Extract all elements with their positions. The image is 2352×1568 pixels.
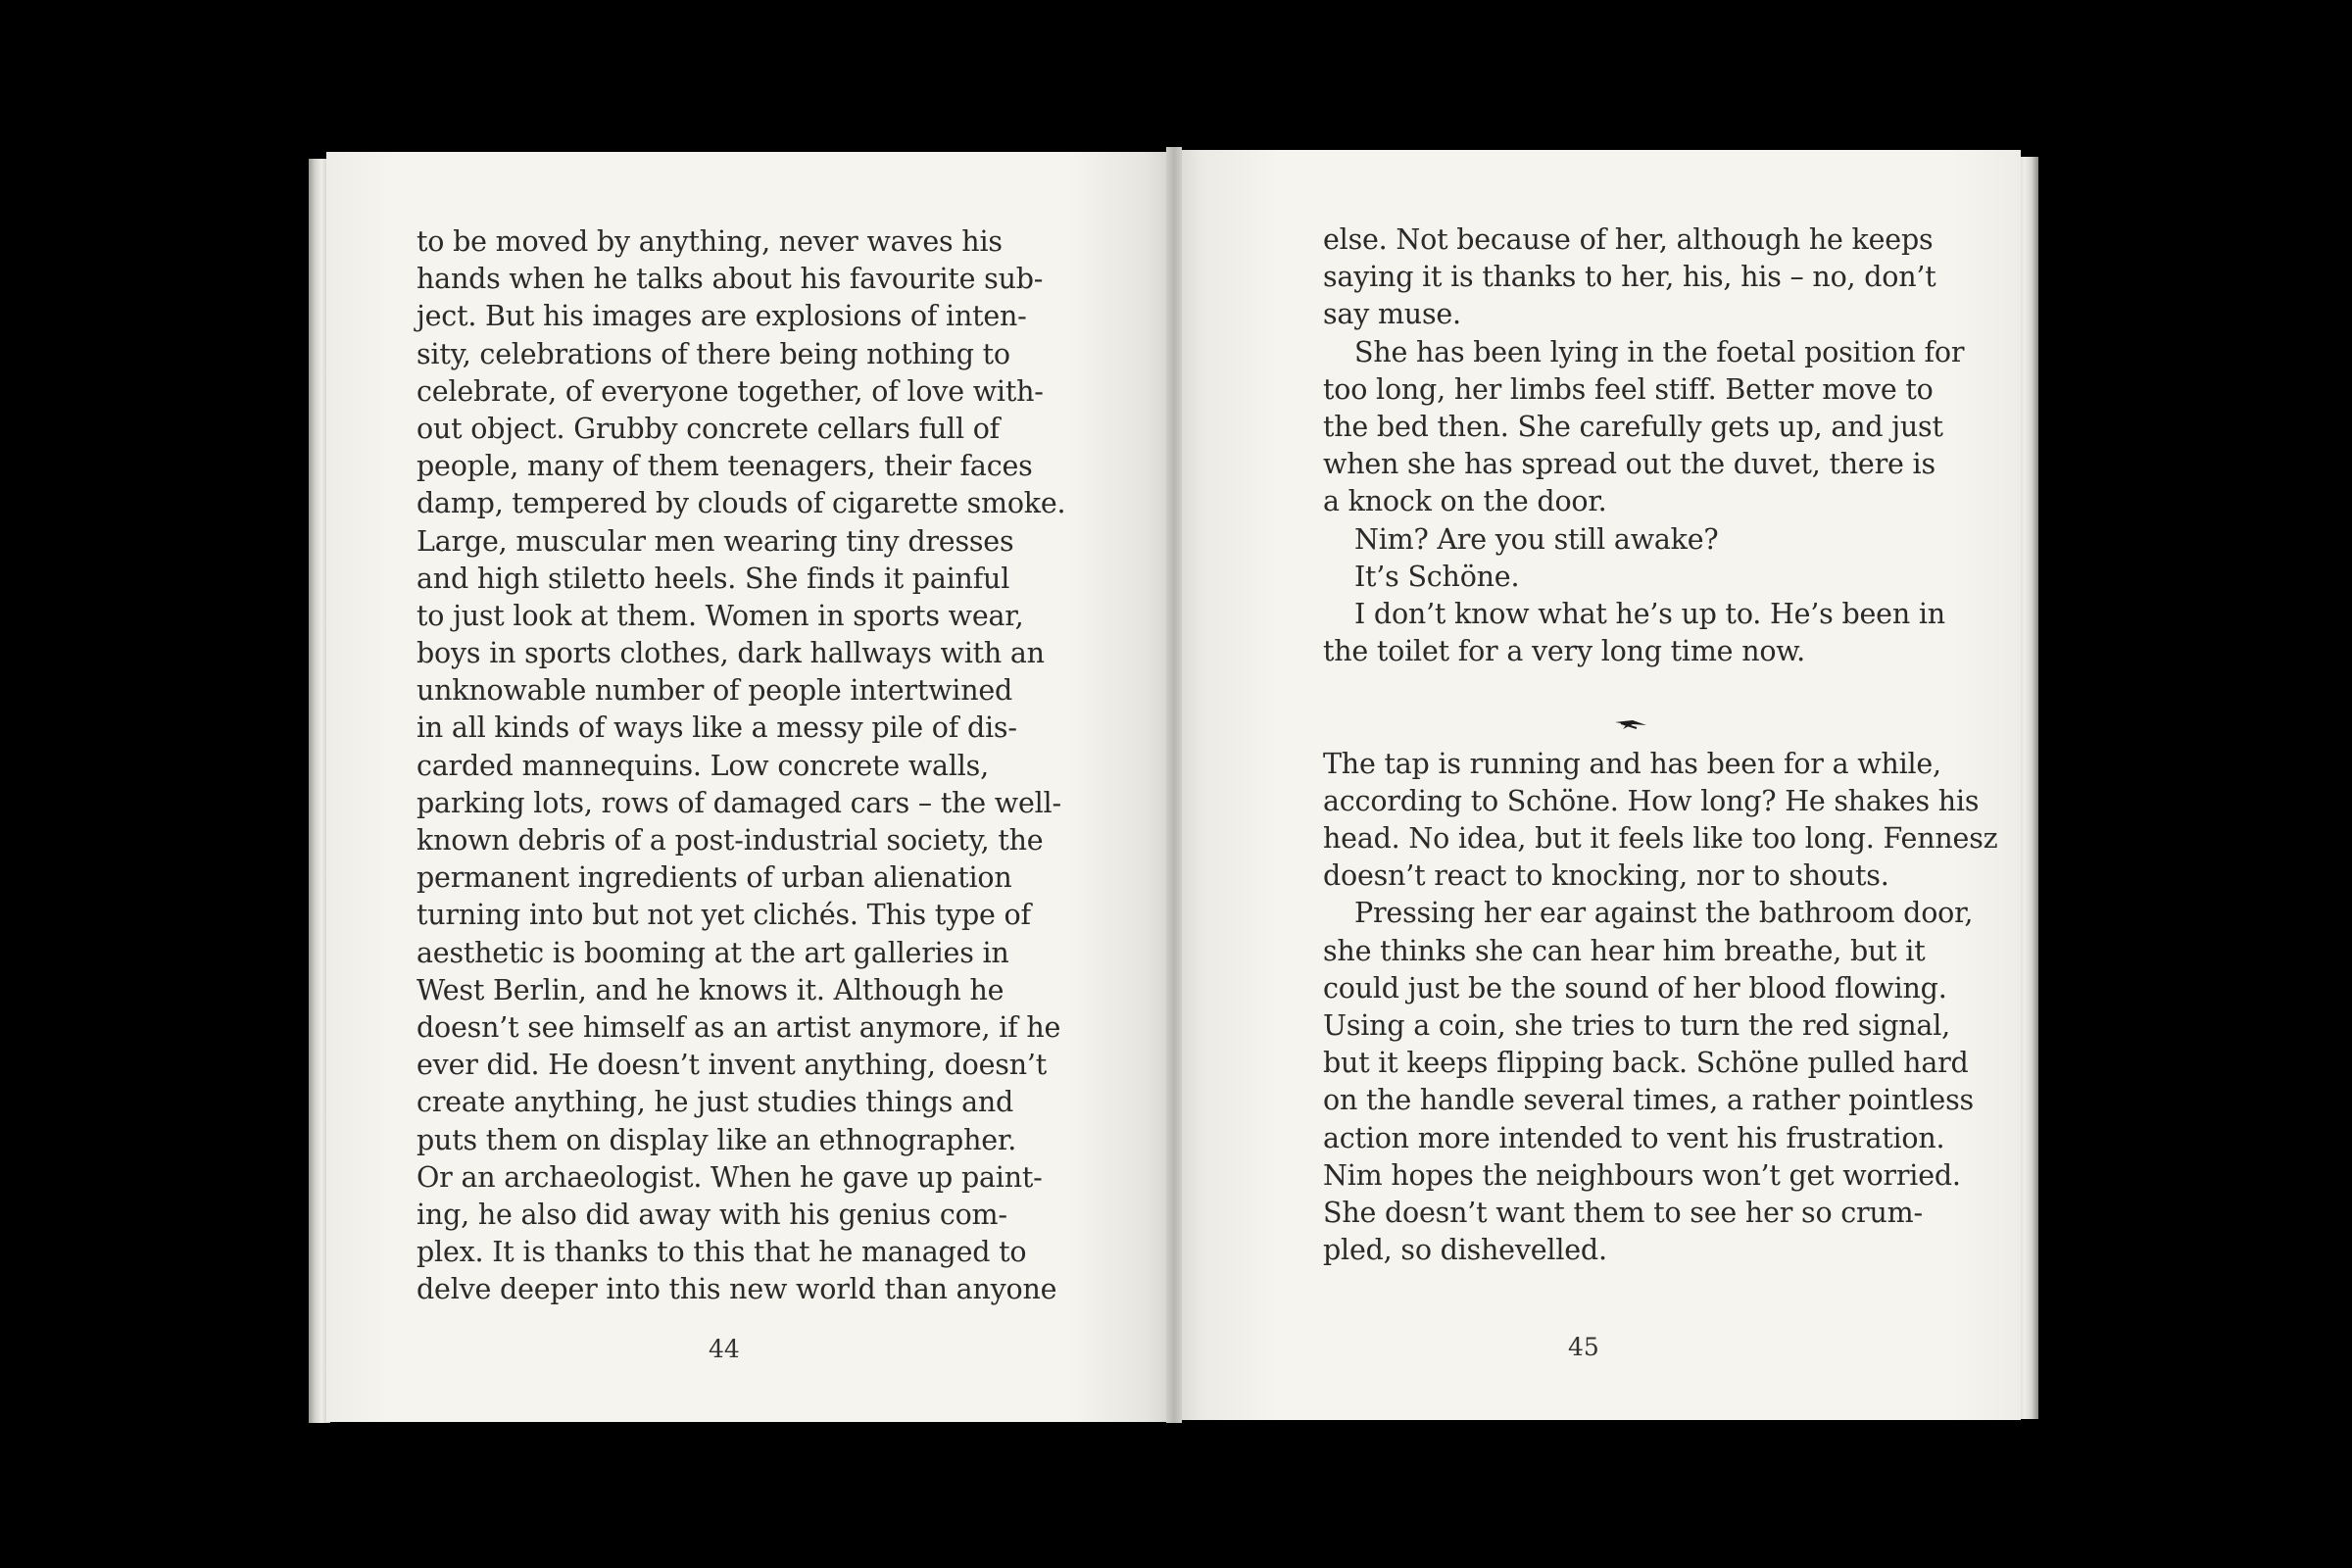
text-line: she thinks she can hear him breathe, but it (1323, 934, 1926, 967)
text-line: aesthetic is booming at the art galleries in (416, 936, 1009, 969)
book-gutter (1166, 147, 1182, 1423)
text-line: ing, he also did away with his genius com- (416, 1198, 1007, 1231)
text-line: parking lots, rows of damaged cars – the well- (416, 786, 1061, 819)
text-line: boys in sports clothes, dark hallways with an (416, 637, 1045, 670)
text-line: but it keeps flipping back. Schöne pulled hard (1323, 1047, 1969, 1080)
text-line: damp, tempered by clouds of cigarette smoke. (416, 487, 1066, 520)
text-line: The tap is running and has been for a while, (1323, 747, 1941, 780)
page-number: 44 (709, 1335, 740, 1363)
text-line: puts them on display like an ethnographer. (416, 1123, 1017, 1156)
text-line: and high stiletto heels. She finds it painful (416, 562, 1010, 595)
text-line: out object. Grubby concrete cellars full of (416, 412, 1001, 445)
text-line: in all kinds of ways like a messy pile of dis- (416, 711, 1017, 745)
text-line: unknowable number of people intertwined (416, 674, 1013, 708)
page-number: 45 (1568, 1333, 1599, 1361)
text-line: people, many of them teenagers, their faces (416, 450, 1033, 483)
text-line: to be moved by anything, never waves his (416, 225, 1003, 258)
text-line: permanent ingredients of urban alienation (416, 861, 1012, 895)
section-break-spacer (1323, 670, 1997, 708)
text-line: delve deeper into this new world than anyone (416, 1273, 1057, 1306)
text-line: Nim hopes the neighbours won’t get worried. (1323, 1158, 1961, 1192)
text-line: head. No idea, but it feels like too long. Fennesz (1323, 822, 1998, 855)
left-page (326, 152, 1171, 1422)
text-line: when she has spread out the duvet, there is (1323, 448, 1936, 481)
text-line: create anything, he just studies things and (416, 1086, 1014, 1119)
text-line: to just look at them. Women in sports wear, (416, 599, 1024, 632)
text-line: sity, celebrations of there being nothing to (416, 337, 1010, 370)
text-line: according to Schöne. How long? He shakes his (1323, 784, 1980, 817)
fleuron-ornament-icon (1613, 716, 1648, 732)
text-line: action more intended to vent his frustration. (1323, 1121, 1945, 1154)
section-break-spacer (1323, 708, 1997, 745)
text-line: the bed then. She carefully gets up, and just (1323, 410, 1943, 443)
text-line: hands when he talks about his favourite sub- (416, 263, 1044, 296)
text-line: too long, her limbs feel stiff. Better move to (1323, 372, 1934, 406)
text-line: ject. But his images are explosions of inten- (416, 300, 1027, 333)
text-line: Using a coin, she tries to turn the red signal, (1323, 1008, 1950, 1042)
text-line: I don’t know what he’s up to. He’s been in (1354, 597, 1945, 630)
text-line: celebrate, of everyone together, of love with- (416, 374, 1044, 408)
text-line: else. Not because of her, although he keeps (1323, 223, 1934, 256)
text-line: carded mannequins. Low concrete walls, (416, 749, 989, 782)
text-line: say muse. (1323, 298, 1461, 331)
left-page-body-text (416, 223, 1065, 1308)
text-line: Nim? Are you still awake? (1354, 522, 1719, 556)
text-line: saying it is thanks to her, his, his – no, don’t (1323, 261, 1936, 294)
text-line: Large, muscular men wearing tiny dresses (416, 524, 1014, 558)
right-page (1176, 150, 2021, 1420)
right-page-body-text (1323, 221, 1997, 1269)
text-line: pled, so dishevelled. (1323, 1234, 1607, 1267)
text-line: Or an archaeologist. When he gave up paint- (416, 1160, 1043, 1194)
text-line: on the handle several times, a rather pointless (1323, 1084, 1974, 1117)
text-line: turning into but not yet clichés. This type of (416, 899, 1031, 932)
text-line: ever did. He doesn’t invent anything, doesn’t (416, 1049, 1047, 1082)
text-line: She doesn’t want them to see her so crum- (1323, 1196, 1923, 1229)
text-line: She has been lying in the foetal position for (1354, 335, 1965, 368)
text-line: plex. It is thanks to this that he managed to (416, 1236, 1027, 1269)
text-line: Pressing her ear against the bathroom door, (1354, 897, 1974, 930)
text-line: West Berlin, and he knows it. Although he (416, 973, 1004, 1006)
text-line: a knock on the door. (1323, 485, 1607, 518)
text-line: It’s Schöne. (1354, 560, 1520, 593)
text-line: doesn’t react to knocking, nor to shouts. (1323, 859, 1889, 893)
text-line: doesn’t see himself as an artist anymore, if he (416, 1010, 1061, 1044)
text-line: the toilet for a very long time now. (1323, 635, 1805, 668)
text-line: could just be the sound of her blood flowing. (1323, 971, 1947, 1004)
text-line: known debris of a post-industrial society, the (416, 824, 1044, 857)
